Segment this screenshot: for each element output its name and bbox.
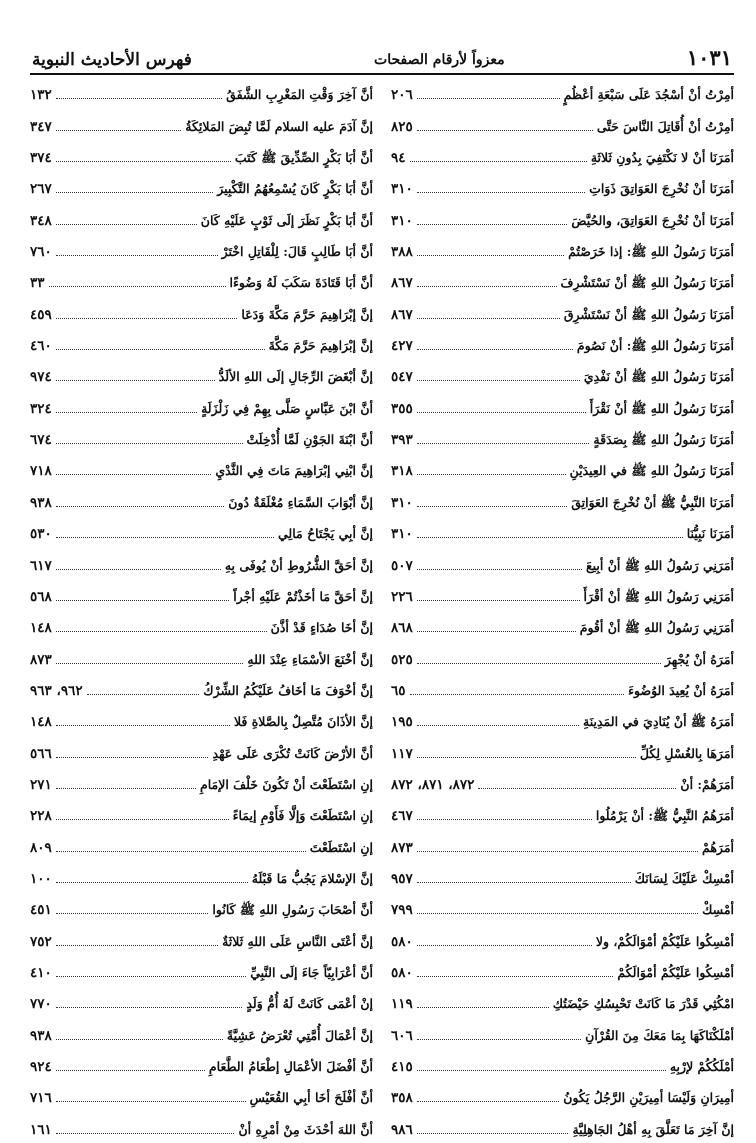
dot-leader	[56, 318, 238, 319]
dot-leader	[417, 474, 566, 475]
index-entry	[30, 359, 373, 390]
hadith-text: أمَرَنَا رَسُولُ اللهِ ﷺ: إذا خَرَصْتُمْ	[568, 244, 734, 260]
page-reference: ١٤٨	[30, 620, 52, 637]
index-entry	[30, 829, 373, 860]
index-entry	[391, 861, 734, 892]
hadith-text: أمَرَهُمْ: أنْ	[680, 776, 734, 792]
index-entry	[30, 108, 373, 139]
page-reference: ٦٥	[391, 682, 406, 699]
page-reference: ٧١٨	[30, 463, 52, 480]
page-reference: ٥٢٥	[391, 651, 413, 668]
index-entry	[391, 1049, 734, 1080]
dot-leader	[417, 412, 586, 413]
dot-leader	[56, 882, 248, 883]
left-column	[30, 77, 373, 1143]
dot-leader	[417, 255, 564, 256]
page-reference: ٣١٨	[391, 463, 413, 480]
page-reference: ٥٨٠	[391, 964, 413, 981]
hadith-text: أمْلَكْنَاكَهَا بِمَا مَعَكَ مِنَ القُرْآنِ	[585, 1027, 734, 1043]
dot-leader	[56, 631, 267, 632]
index-entry	[30, 234, 373, 265]
page-reference: ١٣٢	[30, 87, 52, 104]
dot-leader	[56, 380, 215, 381]
hadith-text: أمَرَهُ أنْ يُجْهِرَ	[664, 651, 734, 667]
page-reference: ٥٦٨	[30, 588, 52, 605]
hadith-text: إنْ أعْمَى كَانَتْ لَهُ أُمُّ وَلَدٍ	[246, 996, 373, 1012]
dot-leader	[417, 913, 698, 914]
index-entry	[391, 735, 734, 766]
index-entry	[30, 704, 373, 735]
index-entry	[391, 641, 734, 672]
dot-leader	[417, 130, 593, 131]
index-entry	[391, 1017, 734, 1048]
page-reference: ٤٦٧	[391, 808, 413, 825]
dot-leader	[56, 412, 197, 413]
index-entry	[391, 923, 734, 954]
index-entry	[391, 265, 734, 296]
index-entry	[391, 202, 734, 233]
index-entry	[30, 171, 373, 202]
hadith-text: إنِ اسْتَطَعْتَ وَإلَّا فَأَوْمِ إيمَاءً	[232, 808, 373, 824]
page-reference: ٢٠٦	[391, 87, 413, 104]
page-reference: ٤١٠	[30, 964, 52, 981]
index-page	[30, 40, 734, 1143]
dot-leader	[417, 976, 614, 977]
hadith-text: أمَرَنَا النَّبِيُّ ﷺ أنْ نُخْرِجَ العَوَاتِقَ	[571, 494, 734, 510]
index-entry	[391, 704, 734, 735]
index-entry	[30, 422, 373, 453]
dot-leader	[56, 913, 209, 914]
page-reference: ٣٤٧	[30, 118, 52, 135]
hadith-text: أنَّ أبَا بَكْرٍ كَانَ يُسْمِعُهُمُ التَّكْبِيرَ	[217, 181, 373, 197]
index-entry	[30, 798, 373, 829]
hadith-text: إنَّ أعْمَالَ أُمَّتِي تُعْرَضُ عَشِيَّةً	[226, 1027, 373, 1043]
hadith-text: أمَرَنَا أنْ لا نَكْتَفِيَ بِدُونِ ثَلاثَةِ	[590, 150, 734, 166]
index-entry	[391, 328, 734, 359]
dot-leader	[56, 757, 209, 758]
index-entry	[391, 767, 734, 798]
index-entry	[391, 1080, 734, 1111]
hadith-text: أمَرَنَا رَسُولُ اللهِ ﷺ في العِيدَيْنِ	[569, 463, 734, 479]
header-title: فهرس الأحاديث النبوية	[32, 50, 192, 70]
page-reference: ٣٧٤	[30, 150, 52, 167]
hadith-text: أنَّ أصْحَابَ رَسُولِ اللهِ ﷺ كَانُوا	[212, 902, 373, 918]
dot-leader	[417, 600, 580, 601]
page-reference: ٧٩٩	[391, 902, 413, 919]
hadith-text: إنَّ أخَا صُدَاءٍ قَدْ أذَّنَ	[270, 620, 373, 636]
dot-leader	[417, 286, 557, 287]
dot-leader	[56, 98, 222, 99]
hadith-text: أنَّ أبَا طَالِبٍ قَالَ: لِلْقَاتِلِ اخْتَرْ	[221, 244, 373, 260]
page-reference: ٨٦٧	[391, 306, 413, 323]
dot-leader	[417, 631, 576, 632]
index-entry	[30, 296, 373, 327]
page-reference: ٣٩٣	[391, 432, 413, 449]
hadith-text: أمَرَنِي رَسُولُ اللهِ ﷺ أنْ أقْرَأَ	[583, 588, 734, 604]
dot-leader	[56, 1101, 246, 1102]
hadith-text: أمَرَنِي رَسُولُ اللهِ ﷺ أنْ أبِيعَ	[585, 557, 734, 573]
page-reference: ٧١٦	[30, 1090, 52, 1107]
index-entry	[391, 579, 734, 610]
hadith-text: أنَّ ابْنَةَ الجَوْنِ لَمَّا أُدْخِلَتْ	[246, 432, 373, 448]
index-entry	[30, 610, 373, 641]
hadith-text: أمْسِكْ	[702, 902, 734, 918]
index-entry	[30, 892, 373, 923]
page-reference: ٩٥٧	[391, 870, 413, 887]
index-entry	[30, 861, 373, 892]
dot-leader	[56, 192, 213, 193]
dot-leader	[410, 161, 587, 162]
dot-leader	[417, 569, 582, 570]
index-entry	[30, 1080, 373, 1111]
index-entry	[391, 171, 734, 202]
hadith-text: أمَرَنَا أنْ نُخْرِجَ العَوَاتِقَ ذَوَاتِ	[589, 181, 734, 197]
index-entry	[391, 422, 734, 453]
index-entry	[30, 202, 373, 233]
page-reference: ٣٥٥	[391, 400, 413, 417]
dot-leader	[410, 694, 625, 695]
index-entry	[30, 986, 373, 1017]
index-entry	[391, 610, 734, 641]
dot-leader	[417, 882, 631, 883]
page-reference: ٣١٠	[391, 212, 413, 229]
hadith-text: أمَرَهُمْ	[702, 839, 734, 855]
page-reference: ٣٥٨	[391, 1090, 413, 1107]
hadith-text: أنَّ أفْلَحَ أخَا أبِي القُعَيْسِ	[249, 1090, 373, 1106]
index-entry	[30, 453, 373, 484]
page-reference: ٢٢٦	[391, 588, 413, 605]
hadith-text: أمْلَكُكُمْ لإرْبِهِ	[669, 1059, 734, 1074]
page-reference: ٦٠٦	[391, 1027, 413, 1044]
index-entry	[391, 359, 734, 390]
hadith-text: إنَّ أعْتَى النَّاسِ عَلَى اللهِ ثَلاثَةٌ	[222, 933, 373, 949]
page-reference: ٧٥٢	[30, 933, 52, 950]
index-entry	[391, 829, 734, 860]
page-reference: ٣١٠	[391, 526, 413, 543]
page-reference: ٨٦٨	[391, 620, 413, 637]
dot-leader	[56, 255, 218, 256]
hadith-text: أمْسِكُوا عَلَيْكُمْ أمْوَالَكُمْ، ولا	[595, 933, 734, 949]
page-reference: ٤٢٧	[391, 338, 413, 355]
hadith-text: أنَّ أبَا بَكْرٍ نَظَرَ إلَى ثَوْبٍ عَلَيْهِ كَانَ	[200, 212, 373, 228]
hadith-text: أمِرْتُ أنْ أُقَاتِلَ النَّاسَ حَتَّى	[596, 118, 734, 134]
hadith-text: إنَّ الإسْلامَ يَجُبُّ مَا قَبْلَهُ	[251, 870, 373, 886]
index-entry	[391, 516, 734, 547]
hadith-text: إنِ اسْتَطَعْتَ أنْ تَكُونَ خَلْفَ الإمَامِ	[199, 776, 373, 792]
dot-leader	[56, 130, 182, 131]
page-reference: ٩٣٨	[30, 494, 52, 511]
hadith-text: أنَّ أبَا قَتَادَةَ سَكَبَ لَهُ وَضُوءًا	[229, 275, 373, 291]
page-number: ١٠٣١	[686, 45, 732, 70]
page-reference: ١٩٥	[391, 714, 413, 731]
hadith-text: إنَّ إبْرَاهِيمَ حَرَّمَ مَكَّةَ وَدَعَا	[241, 306, 373, 322]
hadith-text: إنَّ أبْوَابَ السَّمَاءِ مُغْلَقَةٌ دُونَ	[228, 494, 373, 510]
page-reference: ٢٦٧	[30, 181, 52, 198]
hadith-text: إنَّ آخِرَ مَا تَعَلَّقَ بِهِ أهْلُ الجَاهِلِيَّةِ	[572, 1121, 734, 1137]
hadith-text: أنَّ ابْنَ عَبَّاسٍ صَلَّى بِهِمْ فِي زَلْزَلَةٍ	[201, 400, 373, 416]
hadith-text: أنَّ أعْرَابِيّاً جَاءَ إلَى النَّبِيِّ	[250, 964, 373, 980]
page-reference: ٧٦٠	[30, 244, 52, 261]
page-reference: ٣٤٨	[30, 212, 52, 229]
page-reference: ٧٧٠	[30, 996, 52, 1013]
index-entry	[391, 673, 734, 704]
dot-leader	[417, 851, 698, 852]
dot-leader	[56, 443, 243, 444]
hadith-text: أمَرَنَا رَسُولُ اللهِ ﷺ أنْ نَقْرَأَ	[589, 400, 734, 416]
page-reference: ٣١٠	[391, 181, 413, 198]
index-entry	[391, 484, 734, 515]
dot-leader	[417, 506, 567, 507]
page-reference: ٨٠٩	[30, 839, 52, 856]
page-reference: ٤٦٠	[30, 338, 52, 355]
dot-leader	[417, 945, 592, 946]
page-reference: ٢٧١	[30, 776, 52, 793]
dot-leader	[56, 1039, 223, 1040]
dot-leader	[417, 663, 661, 664]
dot-leader	[417, 443, 590, 444]
hadith-text: أمِيرَانِ وَلَيْسَا أمِيرَيْنِ الرَّجُلُ يَكُونُ	[563, 1090, 734, 1106]
hadith-text: أنَّ أبَا بَكْرٍ الصِّدِّيقَ ﷺ كَتَبَ	[234, 150, 373, 166]
page-reference: ٥٠٧	[391, 557, 413, 574]
page-reference: ٩٦٢، ٩٦٣	[30, 682, 83, 699]
hadith-text: إنَّ أخْنَعَ الأسْمَاءِ عِنْدَ اللهِ	[247, 651, 373, 667]
index-entry	[30, 673, 373, 704]
hadith-text: أمَرَنَا رَسُولُ اللهِ ﷺ: أنْ نَصُومَ	[576, 338, 734, 354]
page-reference: ٨٢٥	[391, 118, 413, 135]
dot-leader	[49, 286, 226, 287]
index-entry	[30, 140, 373, 171]
hadith-text: أنَّ أفْضَلَ الأعْمَالِ إطْعَامُ الطَّعَامِ	[208, 1059, 373, 1074]
index-entry	[30, 767, 373, 798]
dot-leader	[56, 569, 221, 570]
page-reference: ٤٥١	[30, 902, 52, 919]
dot-leader	[417, 192, 585, 193]
page-reference: ٤٥٩	[30, 306, 52, 323]
dot-leader	[56, 161, 231, 162]
page-reference: ٩٣٨	[30, 1027, 52, 1044]
hadith-text: أمَرَهَا بِالغُسْلِ لِكُلِّ	[639, 745, 734, 761]
dot-leader	[417, 725, 579, 726]
hadith-text: أمَرَنَا رَسُولُ اللهِ ﷺ أنْ نَفْدِيَ	[583, 369, 734, 385]
index-entry	[30, 390, 373, 421]
dot-leader	[417, 1039, 581, 1040]
page-reference: ١١٩	[391, 996, 413, 1013]
dot-leader	[417, 318, 560, 319]
index-entry	[30, 328, 373, 359]
page-reference: ١٤٨	[30, 714, 52, 731]
page-reference: ٦١٧	[30, 557, 52, 574]
page-reference: ٩٢٤	[30, 1059, 52, 1075]
dot-leader	[417, 1070, 666, 1071]
dot-leader	[417, 757, 636, 758]
dot-leader	[56, 600, 229, 601]
dot-leader	[417, 1133, 569, 1134]
hadith-text: أمَرَنَا أنْ نُخْرِجَ العَوَاتِقَ، والحُيَّضَ	[571, 212, 734, 228]
dot-leader	[417, 224, 568, 225]
hadith-text: أنَّ اللهَ أحْدَثَ مِنْ أمْرِهِ أنْ	[238, 1121, 373, 1137]
index-entry	[30, 547, 373, 578]
page-reference: ٨٧٣	[391, 839, 413, 856]
page-reference: ٩٧٤	[30, 369, 52, 386]
dot-leader	[56, 945, 218, 946]
page-reference: ١١٧	[391, 745, 413, 762]
index-entry	[391, 296, 734, 327]
page-reference: ٩٤	[391, 150, 406, 167]
hadith-text: أمَرَنَا نَبِيُّنَا	[686, 526, 734, 542]
hadith-text: إنَّ إبْرَاهِيمَ حَرَّمَ مَكَّةَ	[268, 338, 373, 354]
dot-leader	[56, 663, 244, 664]
hadith-text: امْكُثِي قَدْرَ مَا كَانَتْ تَحْبِسُكِ حَيْضَتُكِ	[552, 996, 734, 1012]
page-reference: ٣٨٨	[391, 244, 413, 261]
page-reference: ١٠٠	[30, 870, 52, 887]
hadith-text: أمَرَنَا رَسُولُ اللهِ ﷺ بِصَدَقَةٍ	[593, 432, 734, 448]
index-entry	[30, 579, 373, 610]
index-entry	[30, 265, 373, 296]
index-entry	[30, 77, 373, 108]
dot-leader	[56, 819, 229, 820]
index-entry	[391, 1111, 734, 1142]
hadith-text: إنَّ أبِي يَجْتَاحُ مَالِي	[277, 526, 373, 542]
page-reference: ٥٤٧	[391, 369, 413, 386]
page-reference: ٤١٥	[391, 1059, 413, 1075]
index-entry	[391, 955, 734, 986]
hadith-text: إنَّ أحَقَّ الشُّرُوطِ أنْ يُوفَى بِهِ	[224, 557, 373, 573]
index-entry	[391, 547, 734, 578]
header-subtitle: معزواً لأرقام الصفحات	[374, 52, 505, 68]
dot-leader	[56, 851, 306, 852]
index-entry	[391, 234, 734, 265]
page-reference: ٨٧٣	[30, 651, 52, 668]
index-entry	[30, 1049, 373, 1080]
dot-leader	[417, 1007, 549, 1008]
index-entry	[391, 986, 734, 1017]
dot-leader	[56, 537, 274, 538]
hadith-text: أنَّ الأرْضَ كَانَتْ تُكْرَى عَلَى عَهْدِ	[212, 745, 373, 761]
dot-leader	[56, 474, 212, 475]
dot-leader	[417, 537, 683, 538]
hadith-text: أمَرَهُ ﷺ أنْ يُنَادِيَ في المَدِينَةِ	[583, 714, 734, 730]
dot-leader	[56, 349, 265, 350]
hadith-text: إنَّ ابْنِي إبْرَاهِيمَ مَاتَ فِي الثَّدْيِ	[215, 463, 373, 479]
index-entry	[30, 923, 373, 954]
dot-leader	[56, 1133, 235, 1134]
dot-leader	[56, 224, 197, 225]
index-entry	[391, 390, 734, 421]
hadith-text: أمَرَنِي رَسُولُ اللهِ ﷺ أنْ أقُومَ	[579, 620, 734, 636]
index-entry	[30, 1111, 373, 1142]
page-reference: ٨٧٢، ٨٧١، ٨٧٢	[391, 776, 475, 793]
index-entry	[391, 453, 734, 484]
dot-leader	[56, 1070, 205, 1071]
index-entry	[30, 735, 373, 766]
hadith-text: إنَّ الأذَانَ مُتَّصِلٌ بِالصَّلاةِ فَلا	[233, 714, 373, 730]
page-header	[30, 40, 734, 75]
page-reference: ٦٧٤	[30, 432, 52, 449]
dot-leader	[417, 1101, 560, 1102]
hadith-text: أنَّ آخِرَ وَقْتِ المَغْرِبِ الشَّفَقُ	[226, 87, 373, 103]
dot-leader	[417, 98, 560, 99]
hadith-text: أمِرْتُ أنْ أسْجُدَ عَلَى سَبْعَةِ أعْظُمٍ	[563, 87, 734, 103]
page-reference: ٢٢٨	[30, 808, 52, 825]
hadith-text: إنَّ آدَمَ عليه السلام لَمَّا تُبِضَ المَلائِكَةُ	[185, 118, 373, 134]
index-entry	[30, 641, 373, 672]
dot-leader	[417, 380, 580, 381]
hadith-text: إنِ اسْتَطَعْتَ	[309, 839, 373, 855]
index-entry	[391, 77, 734, 108]
dot-leader	[56, 976, 246, 977]
dot-leader	[87, 694, 200, 695]
hadith-text: إنَّ أخْوَفَ مَا أخَافُ عَلَيْكُمُ الشِّرْكُ	[203, 682, 373, 698]
index-entry	[30, 484, 373, 515]
dot-leader	[56, 506, 225, 507]
index-entry	[391, 108, 734, 139]
page-reference: ٨٦٧	[391, 275, 413, 292]
page-reference: ٥٨٠	[391, 933, 413, 950]
page-reference: ٩٨٦	[391, 1121, 413, 1138]
dot-leader	[56, 725, 230, 726]
index-entry	[30, 955, 373, 986]
dot-leader	[417, 349, 573, 350]
dot-leader	[56, 1007, 243, 1008]
index-entry	[391, 892, 734, 923]
hadith-text: أمَرَهُمُ النَّبِيُّ ﷺ: أنْ يَرْمُلُوا	[595, 808, 734, 824]
right-column	[391, 77, 734, 1143]
hadith-text: أمْسِكْ عَلَيْكَ لِسَانَكَ	[634, 870, 734, 886]
page-reference: ٣٣	[30, 275, 45, 292]
hadith-text: إنَّ أحَقَّ مَا أخَذْتُمْ عَلَيْهِ أجْراً	[233, 588, 373, 604]
page-reference: ٥٣٠	[30, 526, 52, 543]
hadith-text: أمَرَنَا رَسُولُ اللهِ ﷺ أنْ نَسْتَشْرِقَ	[563, 306, 734, 322]
dot-leader	[478, 788, 676, 789]
index-columns	[30, 77, 734, 1143]
index-entry	[391, 140, 734, 171]
dot-leader	[56, 788, 196, 789]
page-reference: ٣١٠	[391, 494, 413, 511]
hadith-text: أمَرَهُ أنْ يُعِيدَ الوُضُوءَ	[628, 682, 734, 698]
index-entry	[30, 516, 373, 547]
index-entry	[391, 798, 734, 829]
hadith-text: أمْسِكُوا عَلَيْكُمْ أمْوَالَكُمْ	[617, 964, 734, 980]
index-entry	[30, 1017, 373, 1048]
page-reference: ٣٢٤	[30, 400, 52, 417]
page-reference: ٥٦٦	[30, 745, 52, 762]
hadith-text: أمَرَنَا رَسُولُ اللهِ ﷺ أنْ نَسْتَشْرِفَ	[560, 275, 734, 291]
hadith-text: إنَّ أبْغَضَ الرِّجَالِ إلَى اللهِ الألَدُّ	[218, 369, 373, 385]
dot-leader	[417, 819, 592, 820]
page-reference: ١٦١	[30, 1121, 52, 1138]
